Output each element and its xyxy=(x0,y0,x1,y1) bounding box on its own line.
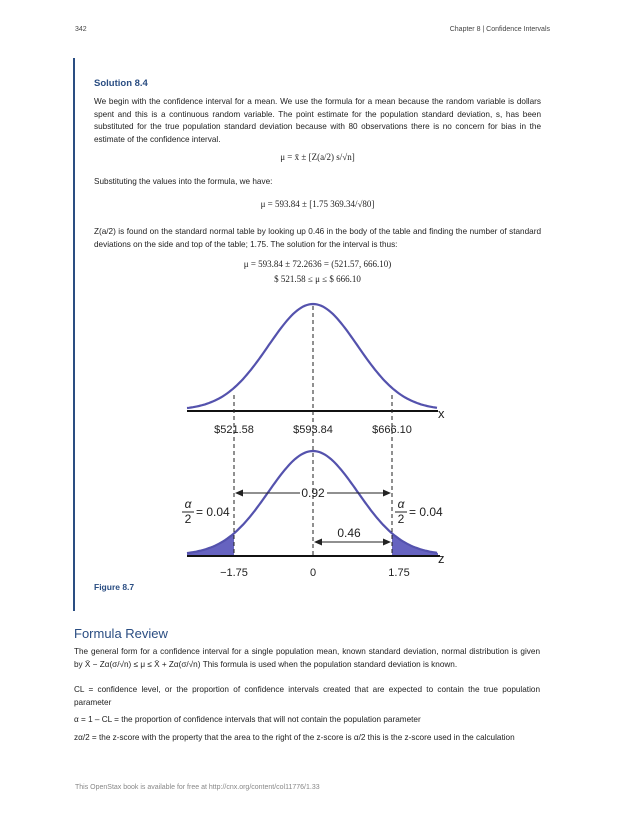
top-normal-curve xyxy=(187,304,437,408)
formula-review-general: The general form for a confidence interval for a single population mean, known standard deviation, normal distribution is given by X̄ − Zα(σ/√n) ≤ μ ≤ X̄ + Zα(σ/√n) This formula is used when the population standard deviation is known. xyxy=(74,647,540,669)
left-tail-alpha: α xyxy=(184,497,192,511)
middle-area-label: 0.92 xyxy=(301,486,325,500)
bottom-axis-label: z xyxy=(438,551,445,566)
right-tail-alpha: α xyxy=(397,497,405,511)
top-axis-label: x xyxy=(438,406,445,421)
bottom-tick-zero: 0 xyxy=(309,567,317,579)
equation-substituted: μ = 593.84 ± [1.75 369.34/√80] xyxy=(260,199,375,209)
solution-paragraph-3: Z(a/2) is found on the standard normal table by looking up 0.46 in the body of the table and finding the number of standard deviations on the side and top of the table; 1.75. The solution for the interval is thus: xyxy=(94,227,541,249)
formula-review-cl: CL = confidence level, or the proportion of confidence intervals created that are expected to contain the true population parameter xyxy=(74,685,540,707)
bottom-tick-left: −1.75 xyxy=(220,567,248,579)
top-tick-right: $666.10 xyxy=(372,424,412,436)
left-tail-two: 2 xyxy=(184,512,192,526)
half-area-arrowhead-right xyxy=(383,539,391,546)
page-footer: This OpenStax book is available for free at http://cnx.org/content/col11776/1.33 xyxy=(75,784,320,791)
right-tail-value: = 0.04 xyxy=(409,505,443,519)
bottom-normal-curve xyxy=(184,451,437,553)
left-tail-value: = 0.04 xyxy=(196,505,230,519)
solution-sidebar-rule xyxy=(73,58,75,611)
chapter-header: Chapter 8 | Confidence Intervals xyxy=(449,26,550,33)
left-tail-shade xyxy=(187,533,234,555)
page-number: 342 xyxy=(75,26,87,33)
half-area-arrowhead-left xyxy=(314,539,322,546)
solution-paragraph-1: We begin with the confidence interval for a mean. We use the formula for a mean because the random variable is dollars spent and this is a continuous random variable. The point estimate for the population standard deviation, s, has been substituted for the true population standard deviation because with 80 observations there is no concern for bias in the estimate of the confidence interval. xyxy=(94,97,541,144)
formula-review-title: Formula Review xyxy=(74,626,168,641)
formula-review-z-alpha: zα/2 = the z-score with the property that the area to the right of the z-score is α/2 this is the z-score used in the calculation xyxy=(74,733,515,742)
equation-ci-mean: μ = x̄ ± [Z(a/2) s/√n] xyxy=(280,152,355,162)
equation-interval: $ 521.58 ≤ μ ≤ $ 666.10 xyxy=(274,274,361,284)
solution-title: Solution 8.4 xyxy=(94,78,148,89)
half-area-label: 0.46 xyxy=(337,526,361,540)
bottom-tick-right: 1.75 xyxy=(388,567,410,579)
equation-result: μ = 593.84 ± 72.2636 = (521.57, 666.10) xyxy=(243,259,392,269)
middle-area-arrowhead-right xyxy=(383,490,391,497)
top-tick-mean: $593.84 xyxy=(293,424,333,436)
middle-area-arrowhead-left xyxy=(235,490,243,497)
figure-caption: Figure 8.7 xyxy=(94,582,135,592)
right-tail-two: 2 xyxy=(397,512,405,526)
formula-review-alpha: α = 1 – CL = the proportion of confidence intervals that will not contain the population parameter xyxy=(74,715,421,724)
solution-paragraph-2: Substituting the values into the formula, we have: xyxy=(94,177,273,186)
top-tick-left: $521.58 xyxy=(214,424,254,436)
right-tail-shade xyxy=(392,533,438,555)
